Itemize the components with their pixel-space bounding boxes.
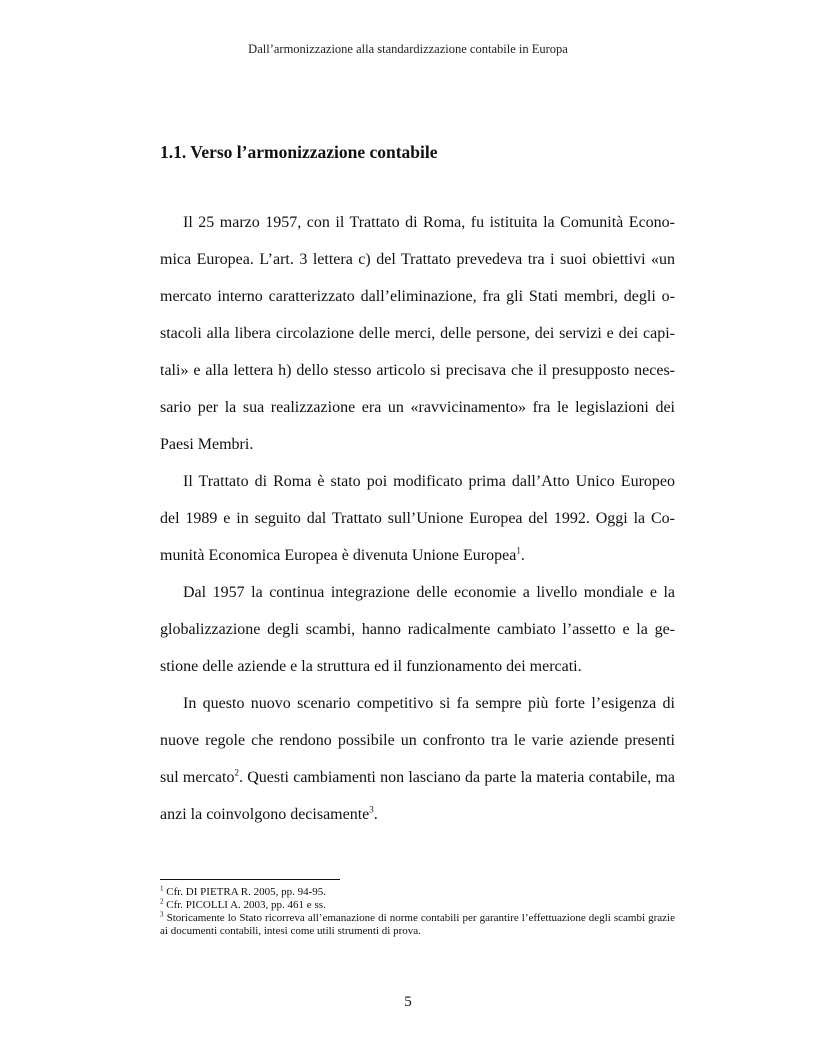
footnote bbox=[160, 886, 675, 899]
body-text bbox=[160, 204, 675, 833]
footnote-text: Storicamente lo Stato ricorreva all’emanazione di norme contabili per garantire l’effettuazione degli scambi grazie ai documenti contabili, intesi come utili strumenti di prova. bbox=[160, 912, 675, 937]
footnotes bbox=[160, 886, 675, 938]
paragraph-text: In questo nuovo scenario competitivo si fa sempre più forte l’esigenza di nuove regole che rendono possibile un confronto tra le varie aziende presenti sul mercato bbox=[160, 695, 675, 786]
paragraph-tail: . bbox=[373, 806, 378, 823]
paragraph-text: Il 25 marzo 1957, con il Trattato di Roma, fu istituita la Comunità Economica Europea. L’art. 3 lettera c) del Trattato prevedeva tra i suoi obiettivi «un mercato interno caratterizzato dall’eliminazione, fra gli Stati membri, degli ostacoli alla libera circolazione delle merci, delle persone, dei servizi e dei capitali» e alla lettera h) dello stesso articolo si precisava che il presupposto necessario per la sua realizzazione era un «ravvicinamento» fra le legislazioni dei Paesi Membri. bbox=[160, 214, 675, 453]
paragraph-tail: . Questi cambiamenti non lasciano da parte la materia contabile, ma anzi la coinvolgono decisamente bbox=[160, 769, 676, 823]
paragraph bbox=[160, 685, 675, 833]
paragraph-tail: . bbox=[520, 547, 525, 564]
footnote-ref: 3 bbox=[369, 804, 374, 815]
footnote-text: Cfr. PICOLLI A. 2003, pp. 461 e ss. bbox=[166, 899, 326, 911]
paragraph bbox=[160, 204, 675, 463]
paragraph bbox=[160, 574, 675, 685]
footnote-text: Cfr. DI PIETRA R. 2005, pp. 94-95. bbox=[166, 886, 327, 898]
paragraph bbox=[160, 463, 675, 574]
running-header: Dall’armonizzazione alla standardizzazione contabile in Europa bbox=[248, 42, 568, 56]
footnote bbox=[160, 912, 675, 938]
footnote-ref: 2 bbox=[234, 767, 239, 778]
footnote-divider bbox=[160, 879, 340, 880]
footnote-number: 2 bbox=[160, 897, 164, 906]
paragraph-text: Il Trattato di Roma è stato poi modificato prima dall’Atto Unico Europeo del 1989 e in seguito dal Trattato sull’Unione Europea del 1992. Oggi la Comunità Economica Europea è divenuta Unione Europea bbox=[160, 473, 675, 564]
footnote bbox=[160, 899, 675, 912]
section-title: 1.1. Verso l’armonizzazione contabile bbox=[160, 142, 438, 162]
footnote-ref: 1 bbox=[516, 545, 521, 556]
footnote-number: 1 bbox=[160, 884, 164, 893]
paragraph-text: Dal 1957 la continua integrazione delle economie a livello mondiale e la globalizzazione degli scambi, hanno radicalmente cambiato l’assetto e la gestione delle aziende e la struttura ed il funzionamento dei mercati. bbox=[160, 584, 675, 675]
page-number: 5 bbox=[404, 994, 412, 1010]
footnote-number: 3 bbox=[160, 910, 164, 919]
